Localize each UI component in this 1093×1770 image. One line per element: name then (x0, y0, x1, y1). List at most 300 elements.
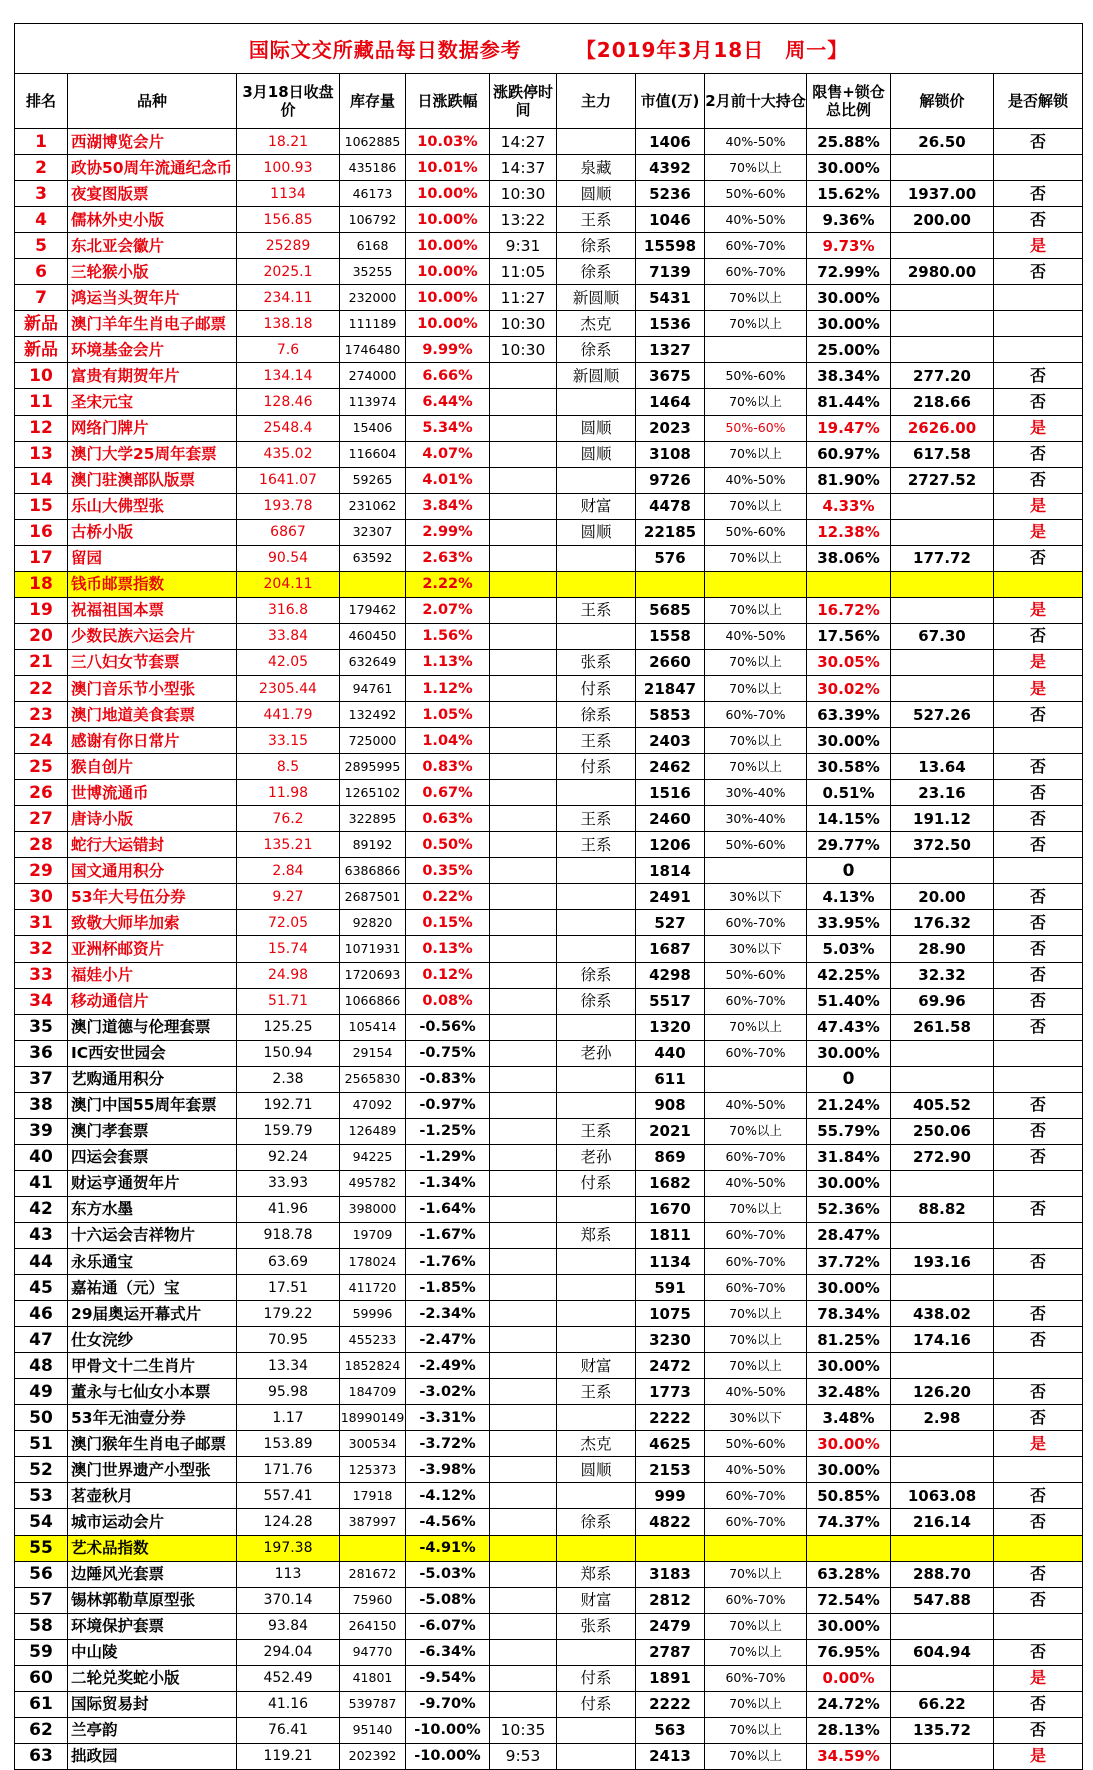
cell-is-unlocked: 否 (994, 1092, 1083, 1118)
cell-close: 24.98 (237, 962, 340, 988)
cell-is-unlocked: 否 (994, 1405, 1083, 1431)
cell-change: 0.15% (406, 910, 490, 936)
cell-stock: 106792 (340, 207, 406, 233)
cell-unlock-price (891, 675, 994, 701)
table-row (15, 1483, 1083, 1509)
cell-limit-time: 14:27 (490, 129, 557, 155)
cell-lock-ratio: 38.06% (807, 545, 891, 571)
cell-stock: 18990149 (340, 1405, 406, 1431)
cell-unlock-price: 216.14 (891, 1509, 994, 1535)
cell-main-force (557, 1327, 636, 1353)
cell-market-value: 1516 (636, 780, 705, 806)
cell-stock: 1746480 (340, 337, 406, 363)
cell-close: 153.89 (237, 1431, 340, 1457)
cell-market-value: 2479 (636, 1613, 705, 1639)
cell-main-force: 老孙 (557, 1040, 636, 1066)
cell-name: 永乐通宝 (68, 1249, 237, 1275)
cell-rank: 30 (15, 884, 68, 910)
cell-limit-time (490, 988, 557, 1014)
table-row (15, 675, 1083, 701)
cell-rank: 41 (15, 1170, 68, 1196)
table-row (15, 649, 1083, 675)
cell-lock-ratio: 12.38% (807, 519, 891, 545)
cell-change: -9.54% (406, 1665, 490, 1691)
cell-stock: 1062885 (340, 129, 406, 155)
cell-change: 9.99% (406, 337, 490, 363)
cell-unlock-price: 261.58 (891, 1014, 994, 1040)
cell-rank: 7 (15, 285, 68, 311)
cell-main-force: 徐系 (557, 337, 636, 363)
cell-close: 113 (237, 1561, 340, 1587)
cell-name: 甲骨文十二生肖片 (68, 1353, 237, 1379)
cell-stock: 2895995 (340, 754, 406, 780)
cell-name: 留园 (68, 545, 237, 571)
cell-main-force (557, 1405, 636, 1431)
cell-name: 茗壶秋月 (68, 1483, 237, 1509)
cell-name: 政协50周年流通纪念币 (68, 155, 237, 181)
cell-stock: 1265102 (340, 780, 406, 806)
cell-top10-holding: 70%以上 (705, 675, 807, 701)
table-row (15, 1431, 1083, 1457)
cell-market-value: 2413 (636, 1743, 705, 1769)
table-row (15, 1327, 1083, 1353)
cell-close: 18.21 (237, 129, 340, 155)
cell-name: 艺术品指数 (68, 1535, 237, 1561)
cell-change: -1.29% (406, 1144, 490, 1170)
cell-main-force (557, 1483, 636, 1509)
cell-change: -2.49% (406, 1353, 490, 1379)
cell-limit-time (490, 962, 557, 988)
cell-name: 福娃小片 (68, 962, 237, 988)
cell-name: 澳门猴年生肖电子邮票 (68, 1431, 237, 1457)
cell-unlock-price: 32.32 (891, 962, 994, 988)
cell-unlock-price: 135.72 (891, 1717, 994, 1743)
cell-stock: 179462 (340, 597, 406, 623)
cell-main-force: 付系 (557, 1665, 636, 1691)
table-row (15, 962, 1083, 988)
cell-stock: 111189 (340, 311, 406, 337)
cell-close: 134.14 (237, 363, 340, 389)
table-row (15, 780, 1083, 806)
table-row (15, 1691, 1083, 1717)
cell-rank: 20 (15, 623, 68, 649)
cell-market-value: 2222 (636, 1691, 705, 1717)
cell-limit-time (490, 858, 557, 884)
table-row (15, 1639, 1083, 1665)
cell-change: 10.00% (406, 233, 490, 259)
cell-rank: 1 (15, 129, 68, 155)
table-row (15, 129, 1083, 155)
cell-is-unlocked: 否 (994, 389, 1083, 415)
cell-lock-ratio: 76.95% (807, 1639, 891, 1665)
table-row (15, 389, 1083, 415)
cell-is-unlocked (994, 1613, 1083, 1639)
cell-top10-holding: 70%以上 (705, 493, 807, 519)
cell-is-unlocked: 是 (994, 1431, 1083, 1457)
cell-lock-ratio: 74.37% (807, 1509, 891, 1535)
cell-limit-time: 10:30 (490, 337, 557, 363)
cell-rank: 35 (15, 1014, 68, 1040)
cell-unlock-price (891, 1535, 994, 1561)
cell-main-force (557, 1639, 636, 1665)
cell-top10-holding: 40%-50% (705, 1170, 807, 1196)
cell-top10-holding: 60%-70% (705, 1275, 807, 1301)
cell-is-unlocked: 否 (994, 1196, 1083, 1222)
cell-change: -4.56% (406, 1509, 490, 1535)
cell-change: -3.72% (406, 1431, 490, 1457)
cell-change: -10.00% (406, 1717, 490, 1743)
table-row (15, 1040, 1083, 1066)
table-row (15, 1170, 1083, 1196)
cell-market-value: 1406 (636, 129, 705, 155)
cell-lock-ratio: 9.73% (807, 233, 891, 259)
cell-close: 557.41 (237, 1483, 340, 1509)
table-row (15, 1743, 1083, 1769)
cell-unlock-price: 26.50 (891, 129, 994, 155)
cell-market-value: 2472 (636, 1353, 705, 1379)
cell-rank: 63 (15, 1743, 68, 1769)
cell-rank: 38 (15, 1092, 68, 1118)
cell-lock-ratio: 17.56% (807, 623, 891, 649)
cell-unlock-price (891, 728, 994, 754)
cell-top10-holding (705, 1535, 807, 1561)
cell-lock-ratio: 5.03% (807, 936, 891, 962)
table-row (15, 832, 1083, 858)
cell-main-force: 王系 (557, 1118, 636, 1144)
cell-rank: 10 (15, 363, 68, 389)
cell-market-value: 4392 (636, 155, 705, 181)
cell-main-force (557, 1275, 636, 1301)
cell-lock-ratio: 51.40% (807, 988, 891, 1014)
col-header-limit-time: 涨跌停时间 (490, 74, 557, 129)
cell-lock-ratio: 81.25% (807, 1327, 891, 1353)
cell-unlock-price: 2727.52 (891, 467, 994, 493)
cell-change: -3.31% (406, 1405, 490, 1431)
title-date: 【2019年3月18日 周一】 (575, 38, 849, 62)
cell-unlock-price: 405.52 (891, 1092, 994, 1118)
cell-main-force: 财富 (557, 493, 636, 519)
table-row (15, 441, 1083, 467)
cell-name: 澳门中国55周年套票 (68, 1092, 237, 1118)
cell-market-value: 1206 (636, 832, 705, 858)
cell-stock: 2565830 (340, 1066, 406, 1092)
table-row (15, 1275, 1083, 1301)
cell-stock (340, 1535, 406, 1561)
cell-is-unlocked (994, 1353, 1083, 1379)
cell-close: 33.84 (237, 623, 340, 649)
cell-lock-ratio: 78.34% (807, 1301, 891, 1327)
cell-limit-time (490, 1040, 557, 1066)
cell-limit-time (490, 1457, 557, 1483)
cell-market-value: 1046 (636, 207, 705, 233)
cell-limit-time (490, 1691, 557, 1717)
cell-close: 92.24 (237, 1144, 340, 1170)
cell-limit-time (490, 1092, 557, 1118)
cell-stock: 322895 (340, 806, 406, 832)
cell-main-force: 付系 (557, 1691, 636, 1717)
cell-market-value: 2812 (636, 1587, 705, 1613)
cell-top10-holding: 60%-70% (705, 233, 807, 259)
cell-unlock-price: 277.20 (891, 363, 994, 389)
cell-main-force: 王系 (557, 207, 636, 233)
cell-market-value: 2460 (636, 806, 705, 832)
cell-stock: 113974 (340, 389, 406, 415)
cell-stock: 398000 (340, 1196, 406, 1222)
cell-close: 6867 (237, 519, 340, 545)
cell-main-force: 徐系 (557, 1509, 636, 1535)
cell-close: 1641.07 (237, 467, 340, 493)
cell-rank: 19 (15, 597, 68, 623)
table-row (15, 1196, 1083, 1222)
cell-is-unlocked: 否 (994, 1691, 1083, 1717)
cell-top10-holding: 60%-70% (705, 259, 807, 285)
cell-change: 2.63% (406, 545, 490, 571)
cell-top10-holding: 70%以上 (705, 1353, 807, 1379)
cell-unlock-price (891, 1170, 994, 1196)
cell-name: 环境保护套票 (68, 1613, 237, 1639)
col-header-change: 日涨跌幅 (406, 74, 490, 129)
cell-rank: 3 (15, 181, 68, 207)
cell-main-force (557, 936, 636, 962)
cell-top10-holding: 40%-50% (705, 207, 807, 233)
cell-name: 中山陵 (68, 1639, 237, 1665)
cell-close: 234.11 (237, 285, 340, 311)
cell-market-value: 2660 (636, 649, 705, 675)
cell-limit-time (490, 1353, 557, 1379)
cell-stock: 1066866 (340, 988, 406, 1014)
cell-unlock-price: 272.90 (891, 1144, 994, 1170)
cell-change: 0.83% (406, 754, 490, 780)
cell-rank: 46 (15, 1301, 68, 1327)
cell-limit-time (490, 1144, 557, 1170)
cell-top10-holding: 70%以上 (705, 728, 807, 754)
cell-lock-ratio: 60.97% (807, 441, 891, 467)
cell-close: 2.84 (237, 858, 340, 884)
cell-main-force (557, 1066, 636, 1092)
cell-lock-ratio: 15.62% (807, 181, 891, 207)
cell-is-unlocked (994, 337, 1083, 363)
cell-top10-holding: 40%-50% (705, 1457, 807, 1483)
cell-unlock-price (891, 1066, 994, 1092)
cell-stock: 15406 (340, 415, 406, 441)
cell-close: 435.02 (237, 441, 340, 467)
cell-close: 70.95 (237, 1327, 340, 1353)
cell-market-value: 2153 (636, 1457, 705, 1483)
cell-limit-time (490, 780, 557, 806)
cell-limit-time (490, 1639, 557, 1665)
cell-main-force: 徐系 (557, 988, 636, 1014)
table-row (15, 1665, 1083, 1691)
cell-main-force: 郑系 (557, 1222, 636, 1248)
cell-is-unlocked: 否 (994, 259, 1083, 285)
cell-change: 10.01% (406, 155, 490, 181)
cell-stock: 105414 (340, 1014, 406, 1040)
cell-top10-holding: 70%以上 (705, 285, 807, 311)
cell-rank: 59 (15, 1639, 68, 1665)
cell-is-unlocked: 是 (994, 233, 1083, 259)
col-header-stock: 库存量 (340, 74, 406, 129)
cell-main-force: 杰克 (557, 311, 636, 337)
cell-close: 124.28 (237, 1509, 340, 1535)
cell-close: 76.2 (237, 806, 340, 832)
cell-close: 193.78 (237, 493, 340, 519)
table-row (15, 1301, 1083, 1327)
cell-main-force (557, 467, 636, 493)
cell-unlock-price (891, 1222, 994, 1248)
cell-lock-ratio: 25.88% (807, 129, 891, 155)
cell-rank: 25 (15, 754, 68, 780)
cell-rank: 45 (15, 1275, 68, 1301)
cell-limit-time: 11:05 (490, 259, 557, 285)
cell-top10-holding (705, 337, 807, 363)
cell-is-unlocked: 否 (994, 1587, 1083, 1613)
cell-close: 11.98 (237, 780, 340, 806)
cell-stock: 387997 (340, 1509, 406, 1535)
cell-market-value: 2462 (636, 754, 705, 780)
cell-lock-ratio: 30.00% (807, 311, 891, 337)
cell-unlock-price: 218.66 (891, 389, 994, 415)
cell-name: 澳门世界遗产小型张 (68, 1457, 237, 1483)
cell-unlock-price (891, 155, 994, 181)
cell-is-unlocked (994, 1275, 1083, 1301)
cell-lock-ratio: 0.51% (807, 780, 891, 806)
cell-change: -6.07% (406, 1613, 490, 1639)
cell-lock-ratio (807, 1535, 891, 1561)
cell-top10-holding: 40%-50% (705, 467, 807, 493)
cell-is-unlocked: 否 (994, 1509, 1083, 1535)
table-body (15, 129, 1083, 1770)
cell-close: 76.41 (237, 1717, 340, 1743)
cell-name: 仕女浣纱 (68, 1327, 237, 1353)
cell-market-value: 1536 (636, 311, 705, 337)
cell-market-value: 1327 (636, 337, 705, 363)
title-text: 国际文交所藏品每日数据参考 (248, 38, 522, 62)
cell-rank: 53 (15, 1483, 68, 1509)
cell-limit-time (490, 728, 557, 754)
cell-limit-time (490, 1431, 557, 1457)
cell-change: 0.08% (406, 988, 490, 1014)
cell-unlock-price: 126.20 (891, 1379, 994, 1405)
col-header-close: 3月18日收盘价 (237, 74, 340, 129)
table-row (15, 233, 1083, 259)
cell-rank: 12 (15, 415, 68, 441)
cell-top10-holding: 70%以上 (705, 311, 807, 337)
cell-main-force (557, 1743, 636, 1769)
cell-lock-ratio: 30.00% (807, 1457, 891, 1483)
cell-top10-holding: 50%-60% (705, 1431, 807, 1457)
cell-limit-time (490, 754, 557, 780)
cell-close: 95.98 (237, 1379, 340, 1405)
cell-top10-holding: 60%-70% (705, 910, 807, 936)
table-row (15, 702, 1083, 728)
cell-main-force (557, 1717, 636, 1743)
cell-change: -9.70% (406, 1691, 490, 1717)
cell-main-force: 王系 (557, 1379, 636, 1405)
cell-change: -0.83% (406, 1066, 490, 1092)
cell-is-unlocked (994, 1457, 1083, 1483)
cell-limit-time: 13:22 (490, 207, 557, 233)
cell-name: 夜宴图版票 (68, 181, 237, 207)
cell-main-force: 王系 (557, 728, 636, 754)
cell-name: 澳门道德与伦理套票 (68, 1014, 237, 1040)
cell-top10-holding: 40%-50% (705, 129, 807, 155)
cell-is-unlocked: 是 (994, 493, 1083, 519)
cell-close: 42.05 (237, 649, 340, 675)
cell-lock-ratio: 19.47% (807, 415, 891, 441)
cell-name: 澳门孝套票 (68, 1118, 237, 1144)
cell-name: 国文通用积分 (68, 858, 237, 884)
cell-rank: 6 (15, 259, 68, 285)
cell-lock-ratio: 72.54% (807, 1587, 891, 1613)
cell-rank: 54 (15, 1509, 68, 1535)
cell-main-force: 徐系 (557, 702, 636, 728)
table-row (15, 1118, 1083, 1144)
table-row (15, 1353, 1083, 1379)
cell-top10-holding: 30%以下 (705, 884, 807, 910)
cell-stock: 41801 (340, 1665, 406, 1691)
cell-stock: 1071931 (340, 936, 406, 962)
cell-name: 三八妇女节套票 (68, 649, 237, 675)
cell-rank: 50 (15, 1405, 68, 1431)
cell-close: 179.22 (237, 1301, 340, 1327)
cell-limit-time: 10:30 (490, 181, 557, 207)
cell-stock: 125373 (340, 1457, 406, 1483)
cell-main-force: 杰克 (557, 1431, 636, 1457)
cell-is-unlocked (994, 728, 1083, 754)
cell-limit-time (490, 1014, 557, 1040)
cell-unlock-price (891, 1275, 994, 1301)
table-row (15, 1613, 1083, 1639)
cell-lock-ratio: 30.00% (807, 1170, 891, 1196)
cell-is-unlocked: 否 (994, 832, 1083, 858)
cell-name: 二轮兑奖蛇小版 (68, 1665, 237, 1691)
cell-change: -3.98% (406, 1457, 490, 1483)
cell-unlock-price: 547.88 (891, 1587, 994, 1613)
cell-unlock-price (891, 1040, 994, 1066)
cell-top10-holding: 70%以上 (705, 545, 807, 571)
cell-stock: 29154 (340, 1040, 406, 1066)
cell-lock-ratio: 50.85% (807, 1483, 891, 1509)
cell-close: 41.16 (237, 1691, 340, 1717)
cell-change: 10.00% (406, 259, 490, 285)
cell-is-unlocked: 否 (994, 780, 1083, 806)
cell-main-force (557, 1249, 636, 1275)
col-header-name: 品种 (68, 74, 237, 129)
cell-change: -10.00% (406, 1743, 490, 1769)
cell-rank: 58 (15, 1613, 68, 1639)
cell-rank: 47 (15, 1327, 68, 1353)
cell-close: 72.05 (237, 910, 340, 936)
cell-lock-ratio: 30.02% (807, 675, 891, 701)
cell-market-value: 440 (636, 1040, 705, 1066)
cell-change: 10.03% (406, 129, 490, 155)
cell-name: 儒林外史小版 (68, 207, 237, 233)
cell-lock-ratio: 34.59% (807, 1743, 891, 1769)
table-row (15, 1717, 1083, 1743)
cell-close: 17.51 (237, 1275, 340, 1301)
cell-rank: 16 (15, 519, 68, 545)
cell-rank: 43 (15, 1222, 68, 1248)
cell-rank: 21 (15, 649, 68, 675)
cell-lock-ratio: 24.72% (807, 1691, 891, 1717)
cell-change: 0.12% (406, 962, 490, 988)
cell-change: -6.34% (406, 1639, 490, 1665)
cell-lock-ratio: 4.13% (807, 884, 891, 910)
cell-market-value: 1075 (636, 1301, 705, 1327)
cell-top10-holding: 30%以下 (705, 936, 807, 962)
table-row (15, 1509, 1083, 1535)
cell-lock-ratio: 21.24% (807, 1092, 891, 1118)
